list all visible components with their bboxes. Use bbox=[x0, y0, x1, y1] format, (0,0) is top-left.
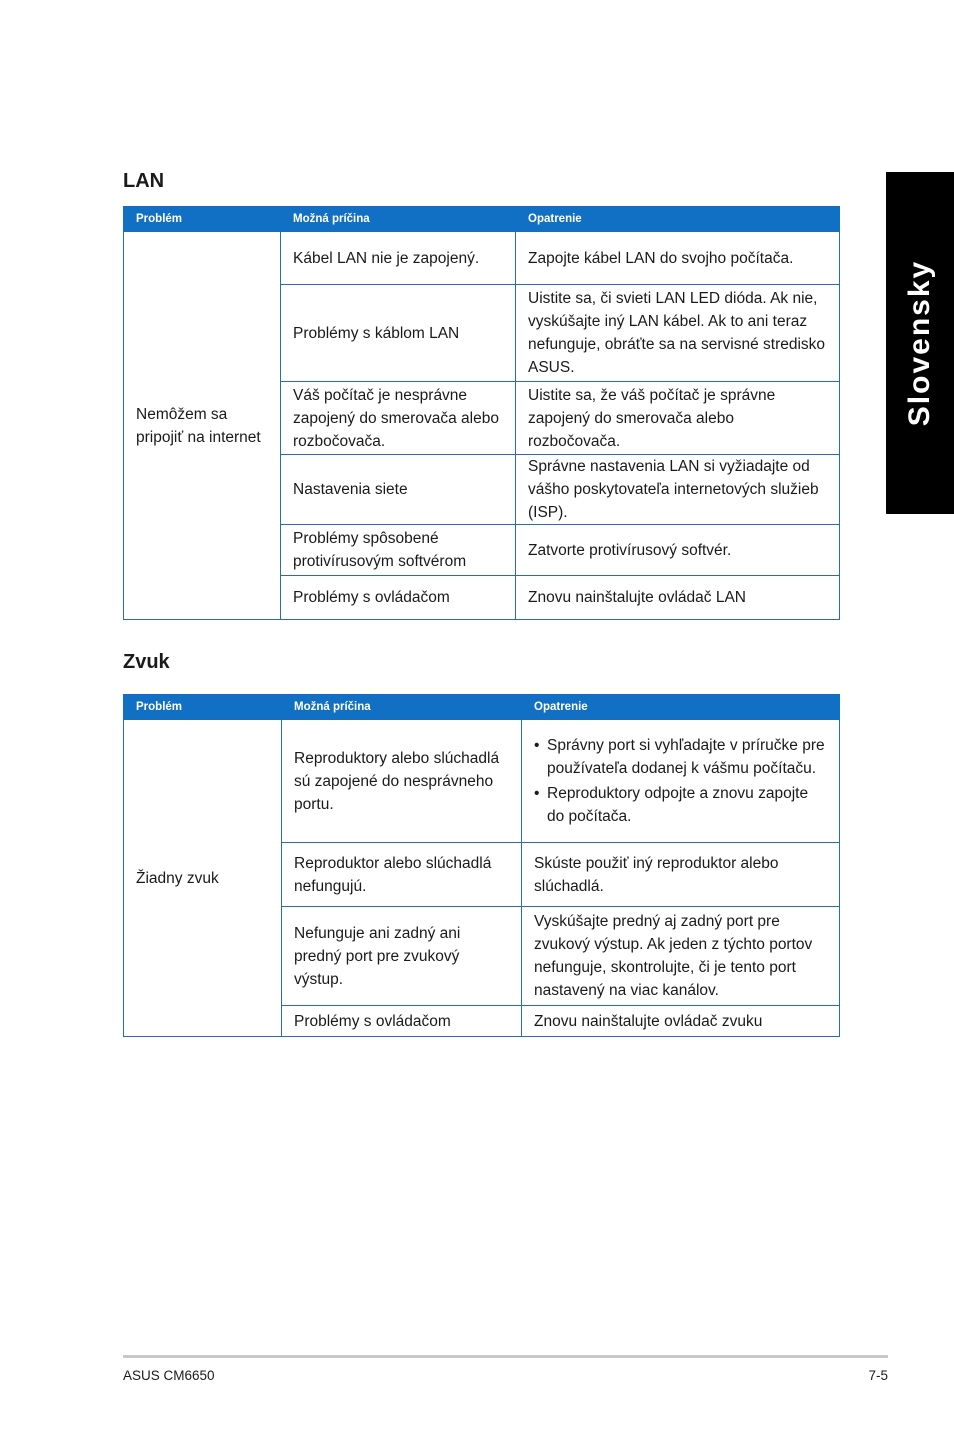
action-cell: Zatvorte protivírusový softvér. bbox=[516, 525, 840, 576]
footer-divider bbox=[123, 1355, 888, 1358]
action-cell: Uistite sa, že váš počítač je správne zapojený do smerovača alebo rozbočovača. bbox=[516, 382, 840, 455]
language-side-tab bbox=[886, 172, 954, 514]
footer-page-number: 7-5 bbox=[868, 1368, 888, 1383]
header-action: Opatrenie bbox=[516, 207, 840, 232]
cause-cell: Kábel LAN nie je zapojený. bbox=[281, 232, 516, 285]
action-cell: Skúste použiť iný reproduktor alebo slúchadlá. bbox=[522, 843, 840, 907]
problem-cell: Žiadny zvuk bbox=[124, 720, 282, 1037]
cause-cell: Problémy spôsobené protivírusovým softvérom bbox=[281, 525, 516, 576]
cause-cell: Reproduktor alebo slúchadlá nefungujú. bbox=[282, 843, 522, 907]
header-cause: Možná príčina bbox=[281, 207, 516, 232]
footer-product-name: ASUS CM6650 bbox=[123, 1368, 215, 1383]
table-header-row bbox=[124, 207, 840, 232]
list-item: • Reproduktory odpojte a znovu zapojte do počítača. bbox=[534, 782, 827, 828]
header-action: Opatrenie bbox=[522, 695, 840, 720]
action-bullet-list bbox=[534, 734, 827, 828]
zvuk-section-title: Zvuk bbox=[123, 651, 170, 673]
action-cell: Znovu nainštalujte ovládač LAN bbox=[516, 576, 840, 620]
header-problem: Problém bbox=[124, 695, 282, 720]
action-cell: Znovu nainštalujte ovládač zvuku bbox=[522, 1006, 840, 1037]
cause-cell: Váš počítač je nesprávne zapojený do smerovača alebo rozbočovača. bbox=[281, 382, 516, 455]
list-item: • Správny port si vyhľadajte v príručke pre používateľa dodanej k vášmu počítaču. bbox=[534, 734, 827, 780]
cause-cell: Problémy s káblom LAN bbox=[281, 285, 516, 382]
lan-troubleshooting-table bbox=[123, 206, 840, 620]
language-tab-label: Slovensky bbox=[903, 259, 936, 427]
cause-cell: Problémy s ovládačom bbox=[281, 576, 516, 620]
action-cell bbox=[522, 720, 840, 843]
table-row bbox=[124, 232, 840, 285]
action-cell: Uistite sa, či svieti LAN LED dióda. Ak nie, vyskúšajte iný LAN kábel. Ak to ani teraz nefunguje, obráťte sa na servisné stredisko ASUS. bbox=[516, 285, 840, 382]
cause-cell: Reproduktory alebo slúchadlá sú zapojené do nesprávneho portu. bbox=[282, 720, 522, 843]
action-cell: Správne nastavenia LAN si vyžiadajte od vášho poskytovateľa internetových služieb (ISP). bbox=[516, 455, 840, 525]
cause-cell: Nefunguje ani zadný ani predný port pre zvukový výstup. bbox=[282, 907, 522, 1006]
action-cell: Vyskúšajte predný aj zadný port pre zvukový výstup. Ak jeden z týchto portov nefunguje, skontrolujte, či je tento port nastavený na viac kanálov. bbox=[522, 907, 840, 1006]
zvuk-troubleshooting-table bbox=[123, 694, 840, 1037]
lan-section-title: LAN bbox=[123, 170, 165, 192]
action-cell: Zapojte kábel LAN do svojho počítača. bbox=[516, 232, 840, 285]
header-problem: Problém bbox=[124, 207, 281, 232]
cause-cell: Nastavenia siete bbox=[281, 455, 516, 525]
problem-cell: Nemôžem sa pripojiť na internet bbox=[124, 232, 281, 620]
header-cause: Možná príčina bbox=[282, 695, 522, 720]
table-row bbox=[124, 720, 840, 843]
cause-cell: Problémy s ovládačom bbox=[282, 1006, 522, 1037]
table-header-row bbox=[124, 695, 840, 720]
